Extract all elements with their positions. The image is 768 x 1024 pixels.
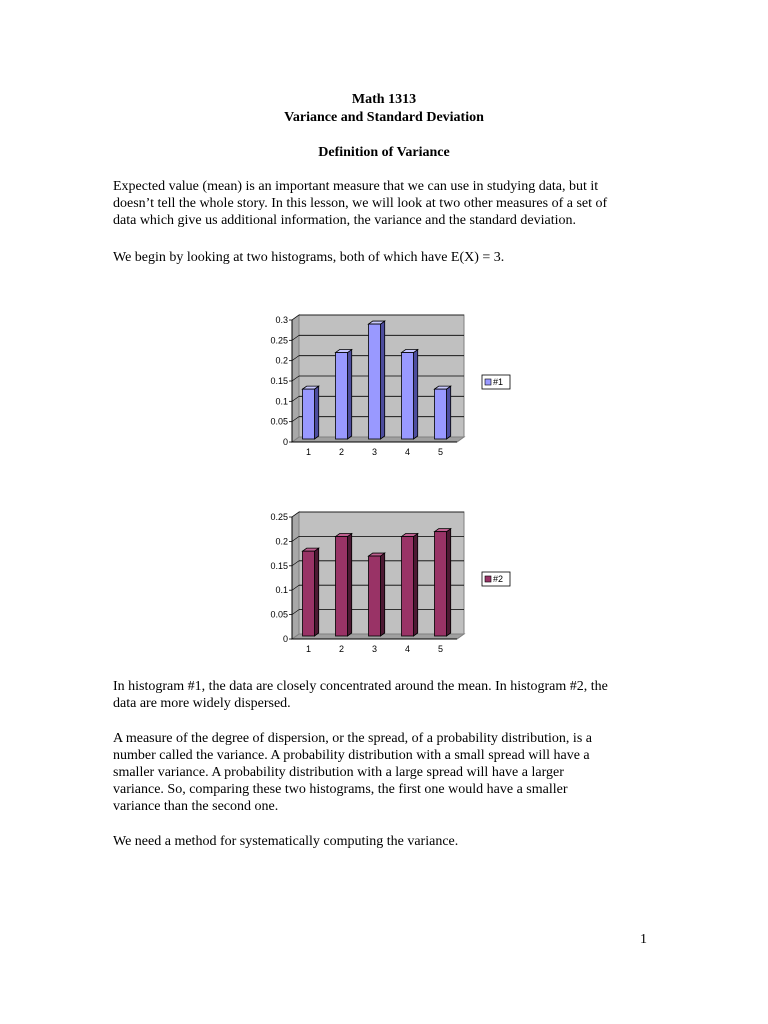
comparison-paragraph xyxy=(113,678,658,712)
hist2-bar xyxy=(435,529,451,636)
hist2-y-tick-label: 0.05 xyxy=(270,609,288,620)
intro-line-2: doesn’t tell the whole story. In this lesson, we will look at two other measures of a set of xyxy=(113,196,608,211)
hist2-y-tick-label: 0 xyxy=(282,634,288,644)
hist1-bar-side xyxy=(315,386,319,439)
hist2-bar-front xyxy=(402,537,414,636)
hist1-y-tick-label: 0.05 xyxy=(270,416,288,427)
method-line: We need a method for systematically computing the variance. xyxy=(113,834,459,849)
course-title: Math 1313 xyxy=(351,92,417,107)
definition-line-1: A measure of the degree of dispersion, or the spread, of a probability distribution, is a xyxy=(113,731,592,746)
hist2-bar-side xyxy=(414,534,418,636)
hist1-y-tick-label: 0.2 xyxy=(275,355,288,366)
hist2-legend-swatch xyxy=(485,576,491,582)
hist2-bar-front xyxy=(369,556,381,636)
page-title: Variance and Standard Deviation xyxy=(284,110,484,125)
histogram-2-svg xyxy=(262,507,522,662)
comparison-line-2: data are more widely dispersed. xyxy=(113,696,291,711)
hist1-legend-label: #1 xyxy=(493,377,504,387)
page-number: 1 xyxy=(640,932,647,947)
comparison-line-1: In histogram #1, the data are closely concentrated around the mean. In histogram #2, the xyxy=(113,679,608,694)
hist2-x-tick-label: 4 xyxy=(404,644,411,654)
definition-line-4: variance. So, comparing these two histograms, the first one would have a smaller xyxy=(113,782,568,797)
hist1-bar-front xyxy=(303,389,315,439)
hist2-y-tick-label: 0.1 xyxy=(275,585,288,596)
hist2-x-tick-label: 1 xyxy=(305,644,312,654)
hist2-y-tick-label: 0.2 xyxy=(275,536,288,547)
definition-line-5: variance than the second one. xyxy=(113,799,279,814)
hist1-x-tick-label: 1 xyxy=(305,447,312,457)
hist1-x-tick-label: 4 xyxy=(404,447,411,457)
histograms-lead-paragraph xyxy=(113,249,658,266)
hist1-bar-side xyxy=(447,386,451,439)
hist1-bar xyxy=(435,386,451,439)
histograms-lead-line: We begin by looking at two histograms, both of which have E(X) = 3. xyxy=(113,250,505,265)
hist2-x-tick-label: 5 xyxy=(437,644,444,654)
hist2-bar-front xyxy=(336,537,348,636)
histogram-1 xyxy=(262,310,522,465)
definition-line-3: smaller variance. A probability distribution with a large spread will have a larger xyxy=(113,765,564,780)
hist2-bar-front xyxy=(435,532,447,636)
hist1-bar-side xyxy=(381,321,385,439)
hist2-bar xyxy=(303,548,319,636)
histogram-2 xyxy=(262,507,522,662)
hist1-x-tick-label: 2 xyxy=(338,447,345,457)
hist1-y-tick-label: 0.15 xyxy=(270,376,288,386)
intro-line-3: data which give us additional information, the variance and the standard deviation. xyxy=(113,213,577,228)
hist2-legend-label: #2 xyxy=(493,574,504,584)
hist2-bar xyxy=(402,534,418,636)
hist2-y-tick-label: 0.15 xyxy=(270,560,288,571)
hist2-side-wall xyxy=(292,512,299,639)
hist2-bar-front xyxy=(303,551,315,636)
hist1-y-tick-label: 0 xyxy=(282,437,288,447)
section-heading: Definition of Variance xyxy=(318,145,450,160)
hist1-bar xyxy=(336,350,352,439)
hist2-bar-side xyxy=(348,534,352,636)
hist1-x-tick-label: 3 xyxy=(371,447,378,457)
hist1-bar xyxy=(303,386,319,439)
hist2-bar-side xyxy=(315,548,319,636)
intro-line-1: Expected value (mean) is an important measure that we can use in studying data, but it xyxy=(113,179,599,194)
hist1-legend-swatch xyxy=(485,379,491,385)
intro-paragraph xyxy=(113,178,658,229)
hist1-bar xyxy=(369,321,385,439)
definition-paragraph xyxy=(113,730,658,815)
hist2-x-tick-label: 3 xyxy=(371,644,378,654)
hist1-y-tick-label: 0.25 xyxy=(270,335,288,346)
hist1-bar-side xyxy=(414,350,418,439)
hist1-bar xyxy=(402,350,418,439)
method-paragraph xyxy=(113,833,658,850)
hist1-bar-front xyxy=(402,353,414,439)
hist1-y-tick-label: 0.1 xyxy=(275,396,288,407)
hist1-bar-front xyxy=(336,353,348,439)
hist2-bar-side xyxy=(447,529,451,636)
hist1-bar-front xyxy=(369,324,381,439)
hist2-x-tick-label: 2 xyxy=(338,644,345,654)
hist2-bar xyxy=(336,534,352,636)
hist1-bar-front xyxy=(435,389,447,439)
hist1-x-tick-label: 5 xyxy=(437,447,444,457)
hist1-bar-side xyxy=(348,350,352,439)
histogram-1-svg xyxy=(262,310,522,465)
hist2-bar-side xyxy=(381,553,385,636)
definition-line-2: number called the variance. A probability distribution with a small spread will have a xyxy=(113,748,590,763)
hist1-y-tick-label: 0.3 xyxy=(275,315,288,325)
hist2-y-tick-label: 0.25 xyxy=(270,512,288,522)
hist2-bar xyxy=(369,553,385,636)
